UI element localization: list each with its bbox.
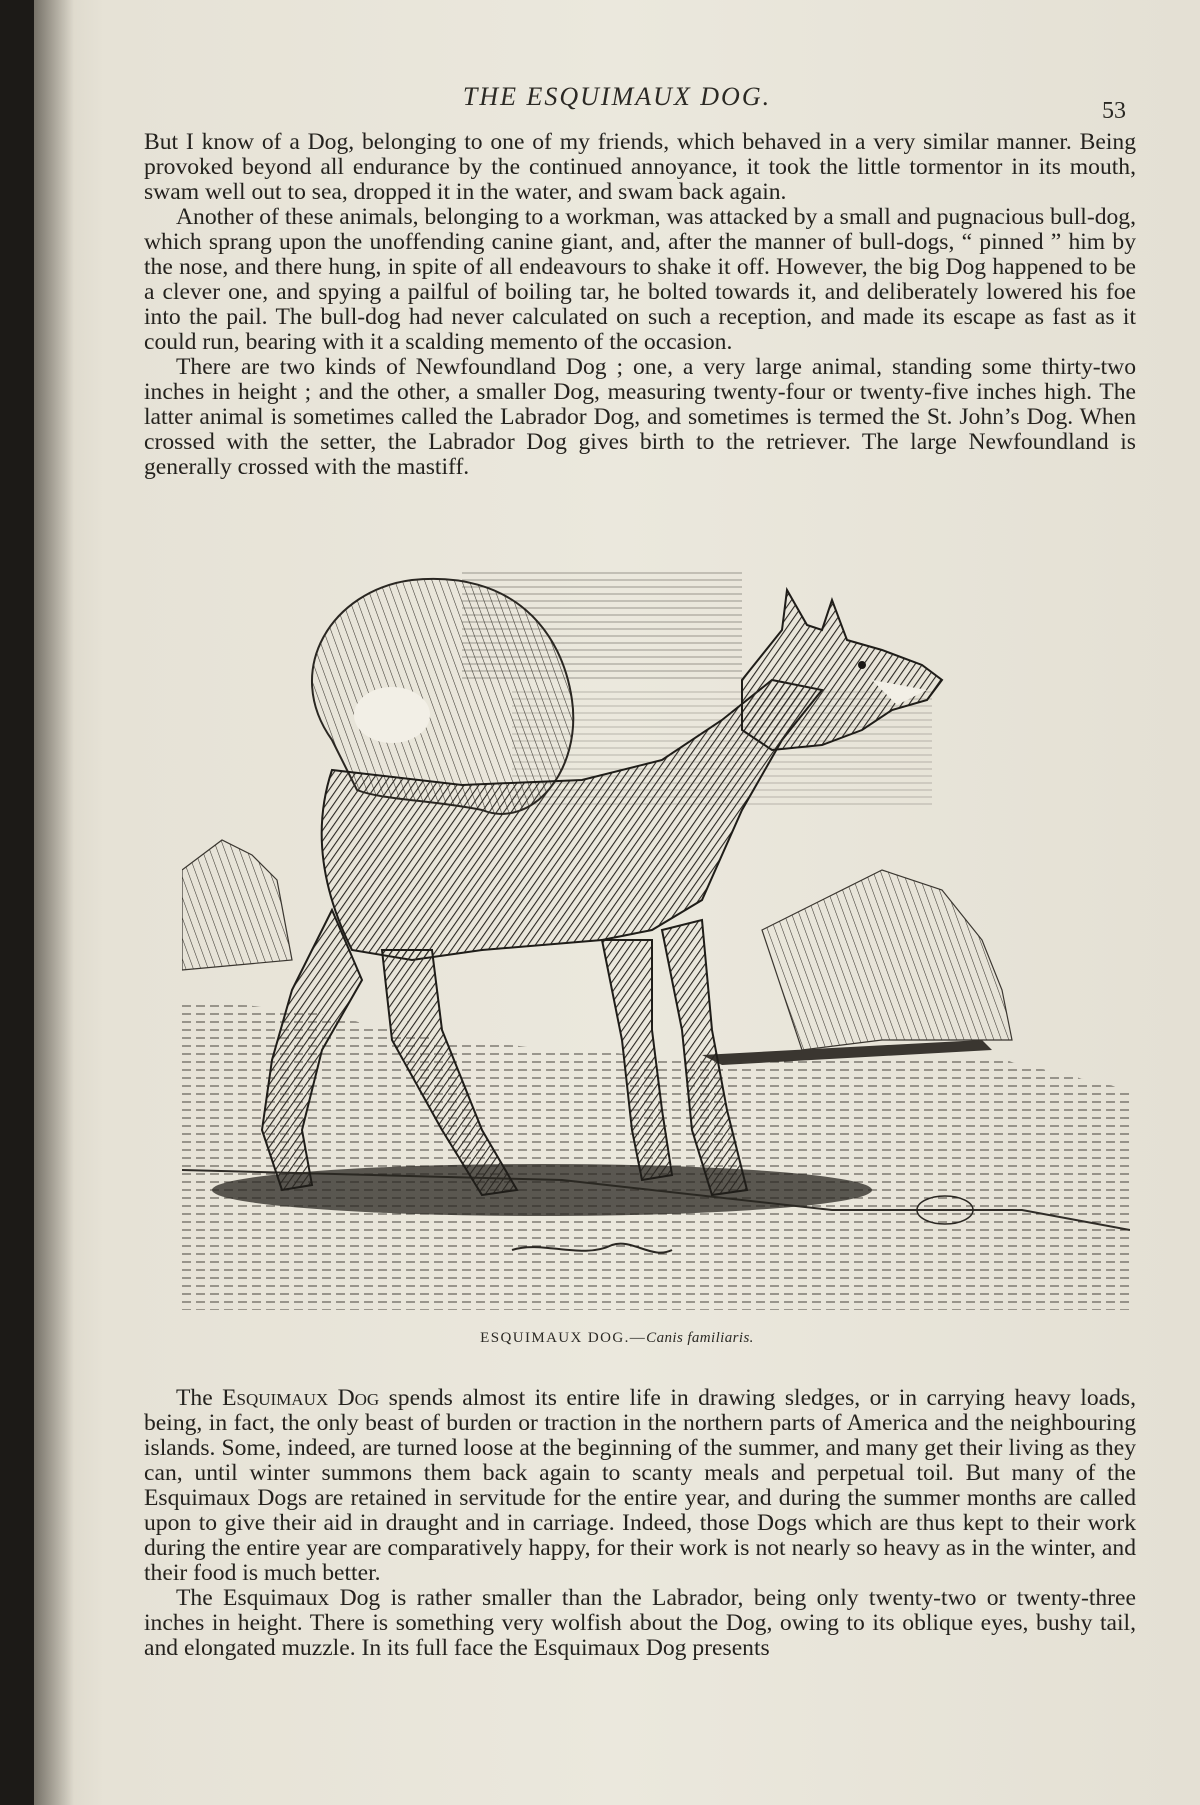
paragraph-lead: The: [176, 1385, 223, 1411]
body-text-top: [144, 130, 1136, 480]
paragraph: [144, 1386, 1136, 1586]
left-mountain: [182, 840, 292, 970]
caption-title: ESQUIMAUX DOG.—: [480, 1330, 647, 1346]
paragraph: The Esquimaux Dog is rather smaller than the Labrador, being only twenty-two or twenty-three inches in height. There is something very wolfish about the Dog, owing to its oblique eyes, bushy tail, and elongated muzzle. In its full face the Esquimaux Dog presents: [144, 1585, 1136, 1661]
paragraph: But I know of a Dog, belonging to one of my friends, which behaved in a very similar manner. Being provoked beyond all endurance by the continued annoyance, it took the little tormentor in its mouth, swam well out to sea, dropped it in the water, and swam back again.: [144, 129, 1136, 205]
dog-shadow: [212, 1164, 872, 1216]
dog-illustration: [182, 570, 1130, 1310]
tail-highlight: [354, 687, 430, 743]
paragraph: There are two kinds of Newfoundland Dog ; one, a very large animal, standing some thirty-two inches in height ; and the other, a smaller Dog, measuring twenty-four or twenty-five inches high. The latter animal is sometimes called the Labrador Dog, and sometimes is termed the St. John’s Dog. When crossed with the setter, the Labrador Dog gives birth to the retriever. The large Newfoundland is generally crossed with the mastiff.: [144, 354, 1136, 480]
binding-shadow: [34, 0, 74, 1805]
caption-latin-name: Canis familiaris.: [646, 1330, 754, 1346]
right-mountain: [762, 870, 1012, 1050]
figure-caption: [34, 1330, 1200, 1347]
small-caps-term: Esquimaux Dog: [222, 1385, 380, 1411]
dog-engraving: [182, 570, 1130, 1310]
dog-eye: [858, 661, 866, 669]
running-title: THE ESQUIMAUX DOG.: [462, 82, 772, 111]
page-number: 53: [1102, 98, 1126, 124]
body-text-bottom: [144, 1386, 1136, 1661]
paragraph-rest: spends almost its entire life in drawing sledges, or in carrying heavy loads, being, in fact, the only beast of burden or traction in the northern parts of America and the neighbouring islands. Some, indeed, are turned loose at the beginning of the summer, and many get their living as they can, until winter summons them back again to scanty meals and perpetual toil. But many of the Esquimaux Dogs are retained in servitude for the entire year, and during the summer months are called upon to give their aid in draught and in carriage. Indeed, those Dogs which are thus kept to their work during the entire year are comparatively happy, for their work is not nearly so heavy as in the winter, and their food is much better.: [144, 1385, 1136, 1586]
book-page: [34, 0, 1200, 1805]
paragraph: Another of these animals, belonging to a workman, was attacked by a small and pugnacious bull-dog, which sprang upon the unoffending canine giant, and, after the manner of bull-dogs, “ pinned ” him by the nose, and there hung, in spite of all endeavours to shake it off. However, the big Dog happened to be a clever one, and spying a pailful of boiling tar, he bolted towards it, and deliberately lowered his foe into the pail. The bull-dog had never calculated on such a reception, and made its escape as fast as it could run, bearing with it a scalding memento of the occasion.: [144, 204, 1136, 355]
